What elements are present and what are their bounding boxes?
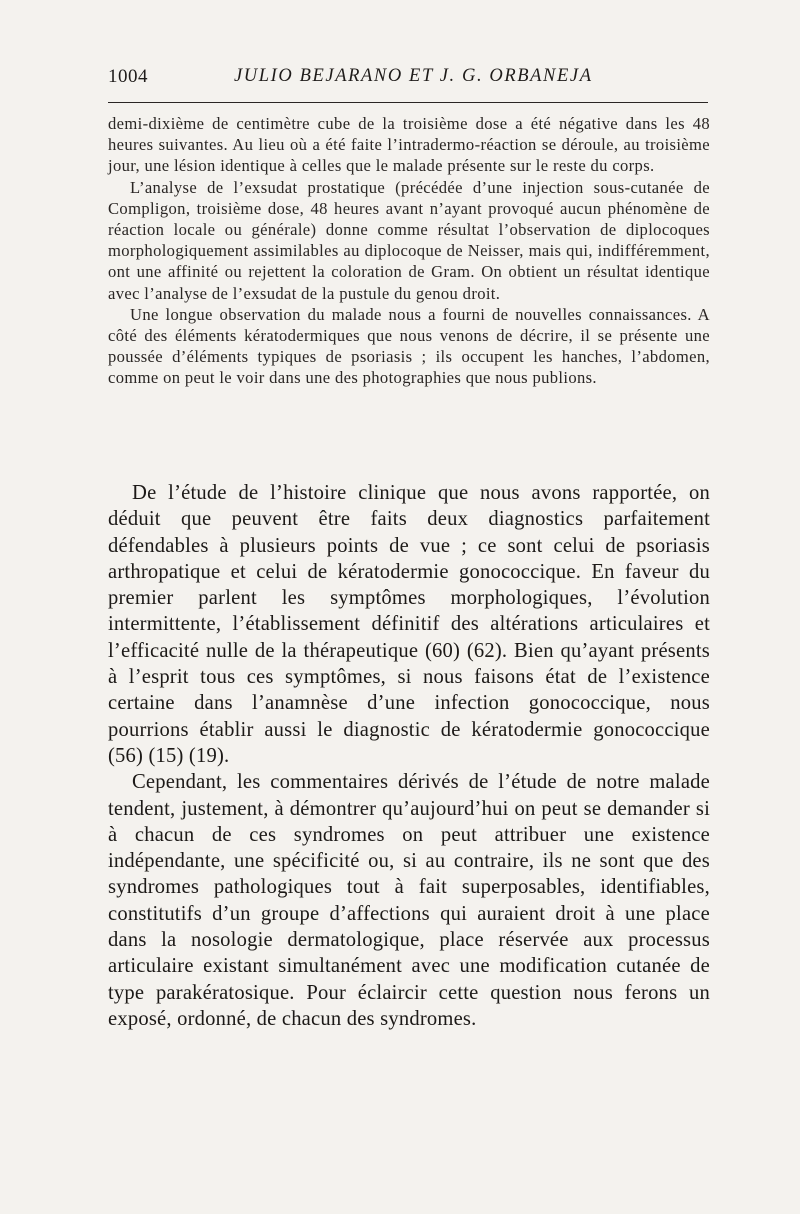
running-head: JULIO BEJARANO ET J. G. ORBANEJA — [234, 66, 593, 86]
paragraph: demi-dixième de centimètre cube de la troisième dose a été négative dans les 48 heures suivantes. Au lieu où a été faite l’intradermo-réaction se déroule, au troisième jour, une lésion identique à celles que le malade présente sur le reste du corps. — [108, 114, 710, 176]
case-report-text — [108, 113, 710, 389]
paragraph: Cependant, les commentaires dérivés de l’étude de notre malade tendent, justement, à démontrer qu’aujourd’hui on peut se demander si à chacun de ces syndromes on peut attribuer une existence indépendante, une spécificité ou, si au contraire, ils ne sont que des syndromes pathologiques tout à fait superposables, identifiables, constitutifs d’un groupe d’affections qui auraient droit à une place dans la nosologie dermatologique, place réservée aux processus articulaire existant simultanément avec une modification cutanée de type parakératosique. Pour éclaircir cette question nous ferons un exposé, ordonné, de chacun des syndromes. — [108, 771, 710, 1030]
paragraph: De l’étude de l’histoire clinique que nous avons rapportée, on déduit que peuvent être faits deux diagnostics parfaitement défendables à plusieurs points de vue ; ce sont celui de psoriasis arthropatique et celui de kératodermie gonococcique. En faveur du premier parlent les symptômes morphologiques, l’évolution intermittente, l’établissement définitif des altérations articulaires et l’efficacité nulle de la thérapeutique (60) (62). Bien qu’ayant présents à l’esprit tous ces symptômes, si nous faisons état de l’existence certaine dans l’anamnèse d’une infection gonococcique, nous pourrions établir aussi le diagnostic de kératodermie gonococcique (56) (15) (19). — [108, 482, 710, 767]
header-rule — [108, 102, 708, 103]
paragraph: L’analyse de l’exsudat prostatique (précédée d’une injection sous-cutanée de Compligon, troisième dose, 48 heures avant n’ayant provoqué aucun phénomène de réaction locale ou générale) donne comme résultat l’observation de diplocoques morphologiquement assimilables au diplocoque de Neisser, mais qui, indifféremment, ont une affinité ou rejettent la coloration de Gram. On obtient un résultat identique avec l’analyse de l’exsudat de la pustule du genou droit. — [108, 177, 710, 303]
discussion-text — [108, 480, 710, 1032]
page-header — [108, 66, 708, 96]
paragraph: Une longue observation du malade nous a fourni de nouvelles connaissances. A côté des éléments kératodermiques que nous venons de décrire, il se présente une poussée d’éléments typiques de psoriasis ; ils occupent les hanches, l’abdomen, comme on peut le voir dans une des photographies que nous publions. — [108, 304, 710, 388]
page-number: 1004 — [108, 66, 148, 87]
